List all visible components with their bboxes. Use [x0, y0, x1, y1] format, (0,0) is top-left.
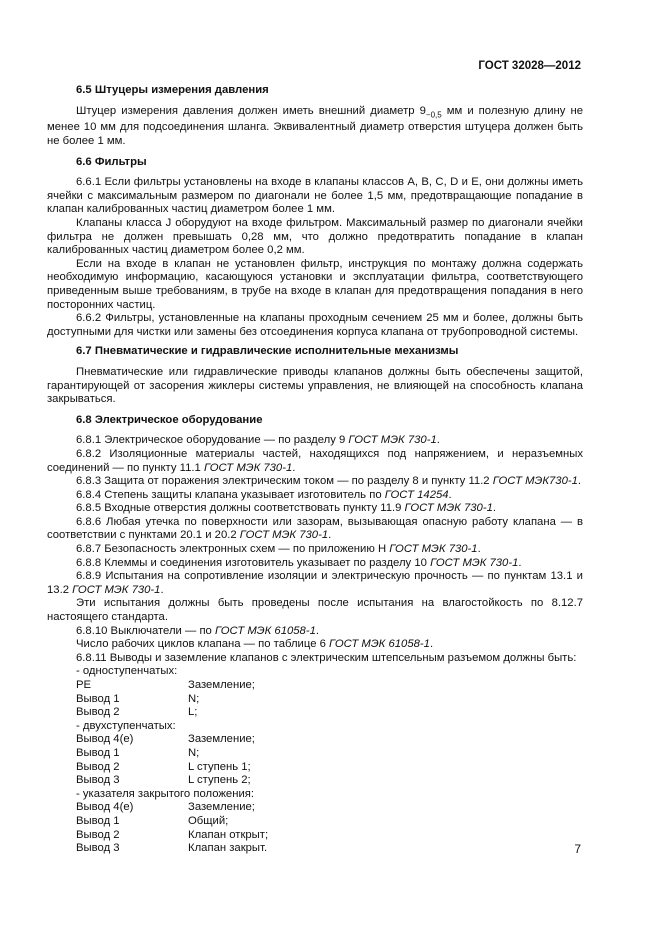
clause-6-8-5: 6.8.5 Входные отверстия должны соответствовать пункту 11.9 ГОСТ МЭК 730-1. [76, 502, 497, 515]
clause-6-8-9: 6.8.9 Испытания на сопротивление изоляции и электрическую прочность — по пунктам 13.1 и 13.2 ГОСТ МЭК 730-1. [47, 570, 583, 596]
paragraph: Эти испытания должны быть проведены после испытания на влагостойкость по 8.12.7 настоящего стандарта. [47, 597, 583, 624]
section-6-7-title: 6.7 Пневматические и гидравлические исполнительные механизмы [76, 345, 459, 358]
terminal-row: Вывод 2 L; [76, 706, 198, 719]
terminal-row: Вывод 3 L ступень 2; [76, 774, 251, 787]
group-single-stage-label: - одноступенчатых: [76, 665, 178, 678]
section-6-5-title: 6.5 Штуцеры измерения давления [76, 84, 269, 96]
clause-6-8-3: 6.8.3 Защита от поражения электрическим током — по разделу 8 и пункту 11.2 ГОСТ МЭК730-1. [76, 475, 582, 488]
page-number: 7 [574, 842, 581, 856]
document-id: ГОСТ 32028—2012 [478, 60, 581, 72]
paragraph: 6.6.2 Фильтры, установленные на клапаны проходным сечением 25 мм и более, должны быть доступными для чистки или замены без отсоединения корпуса клапана от трубопроводной системы. [47, 312, 583, 338]
terminal-row: Вывод 1 N; [76, 692, 200, 705]
section-6-6-title: 6.6 Фильтры [76, 155, 147, 168]
clause-6-8-6: 6.8.6 Любая утечка по поверхности или зазорам, вызывающая опасную работу клапана — в соответствии с пунктами 20.1 и 20.2 ГОСТ МЭК 730-1. [47, 515, 583, 542]
clause-6-8-1: 6.8.1 Электрическое оборудование — по разделу 9 ГОСТ МЭК 730-1. [76, 434, 440, 447]
terminal-row: Вывод 2 L ступень 1; [76, 760, 251, 773]
paragraph: Клапаны класса J оборудуют на входе фильтром. Максимальный размер по диагонали ячейки фильтра не должен превышать 0,28 мм, что должно предотвратить попадание в клапан калиброванных частиц диаметром более 0,2 мм. [47, 217, 583, 257]
terminal-row: Вывод 1 N; [76, 746, 200, 759]
group-two-stage-label: - двухступенчатых: [76, 719, 176, 732]
terminal-row: Вывод 2 Клапан открыт; [76, 828, 269, 841]
paragraph: Если на входе в клапан не установлен фильтр, инструкция по монтажу должна содержать необходимую информацию, касающуюся установки и эксплуатации фильтра, соответствующего приведенным выше требованиям, в трубе на входе в клапан для предотвращения попадания в него посторонних частиц. [47, 257, 583, 311]
clause-6-8-8: 6.8.8 Клеммы и соединения изготовитель указывает по разделу 10 ГОСТ МЭК 730-1. [76, 556, 522, 569]
terminal-list-single-stage [47, 679, 583, 720]
terminal-row: PE Заземление; [76, 679, 255, 691]
clause-6-8-10: 6.8.10 Выключатели — по ГОСТ МЭК 61058-1. [76, 624, 320, 637]
terminal-row: Вывод 3 Клапан закрыт. [76, 842, 268, 855]
clause-6-8-4: 6.8.4 Степень защиты клапана указывает изготовитель по ГОСТ 14254. [76, 488, 452, 501]
terminal-row: Вывод 4(е) Заземление; [76, 733, 255, 746]
clause-6-8-11: 6.8.11 Выводы и заземление клапанов с электрическим штепсельным разъемом должны быть: [76, 651, 577, 664]
terminal-list-two-stage [47, 733, 583, 787]
terminal-row: Вывод 4(е) Заземление; [76, 801, 255, 814]
clause-6-8-2: 6.8.2 Изоляционные материалы частей, находящихся под напряжением, и неразъемных соединений — по пункту 11.1 ГОСТ МЭК 730-1. [47, 447, 583, 474]
clause-6-8-7: 6.8.7 Безопасность электронных схем — по приложению Н ГОСТ МЭК 730-1. [76, 543, 481, 556]
section-6-5-text: Штуцер измерения давления должен иметь внешний диаметр $9_{-0,5}$ мм и полезную длину не менее 10 мм для подсоединения шланга. Эквивалентный диаметр отверстия штуцера должен быть не более 1 мм. [47, 104, 584, 148]
page-content [47, 84, 583, 856]
paragraph: Пневматические или гидравлические приводы клапанов должны быть обеспечены защитой, гарантирующей от засорения жиклеры системы управления, не влияющей на способность клапана закрываться. [47, 365, 583, 406]
terminal-row: Вывод 1 Общий; [76, 814, 229, 827]
section-6-8-title: 6.8 Электрическое оборудование [76, 413, 263, 426]
group-closed-position-label: - указателя закрытого положения: [76, 787, 255, 800]
paragraph: Число рабочих циклов клапана — по таблице 6 ГОСТ МЭК 61058-1. [76, 638, 434, 651]
terminal-list-closed-position [47, 801, 583, 855]
paragraph: 6.6.1 Если фильтры установлены на входе в клапаны классов А, В, С, D и Е, они должны иметь ячейки с максимальным размером по диагонали не более 1,5 мм, предотвращающие попадание в клапан калиброванных частиц диаметром более 1 мм. [47, 176, 583, 216]
